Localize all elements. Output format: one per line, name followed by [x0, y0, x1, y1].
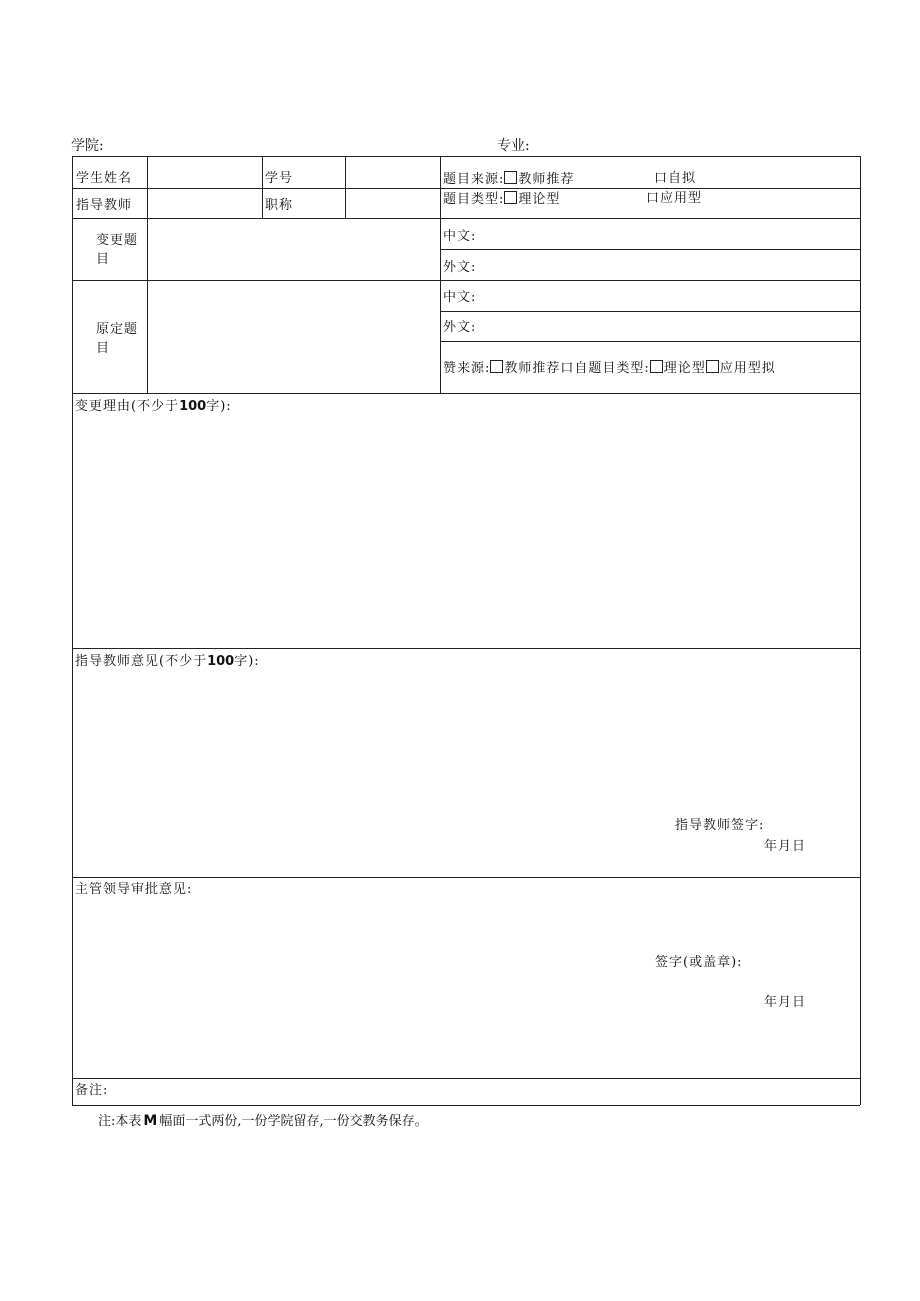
student-id-label: 学号: [265, 171, 294, 186]
original-topic-field[interactable]: [149, 282, 438, 392]
original-applied-checkbox[interactable]: [706, 360, 719, 373]
original-source-type-row: [443, 360, 776, 377]
student-name-label: 学生姓名: [76, 171, 133, 186]
remarks-label: 备注:: [75, 1083, 109, 1098]
change-reason-label-suffix: 字):: [206, 399, 232, 414]
change-reason-min-count: 100: [179, 399, 207, 414]
teacher-recommend-checkbox[interactable]: [504, 171, 517, 184]
self-proposed-option[interactable]: 口自拟: [654, 171, 697, 186]
original-source-label: 赞来源:: [443, 361, 491, 376]
teacher-recommend-option: 教师推荐: [518, 172, 575, 187]
advisor-opinion-field[interactable]: [74, 675, 858, 810]
college-label: 学院:: [71, 138, 104, 154]
changed-topic-field[interactable]: [149, 220, 438, 279]
footnote: [98, 1113, 428, 1130]
advisor-date-label: 年月日: [764, 839, 807, 854]
footnote-format: M: [143, 1113, 158, 1129]
original-theory-checkbox[interactable]: [650, 360, 663, 373]
original-applied-option: 应用型拟: [719, 361, 776, 376]
original-source-options: 教师推荐口自题目类型:: [504, 361, 650, 376]
footnote-text: 幅面一式两份,一份学院留存,一份交教务保存。: [159, 1114, 428, 1129]
applied-type-option[interactable]: 口应用型: [646, 191, 703, 206]
advisor-opinion-label-text: 指导教师意见(不少于: [75, 654, 208, 669]
leader-approval-label: 主管领导审批意见:: [75, 882, 193, 897]
footnote-prefix: 注:本表: [98, 1114, 142, 1129]
original-teacher-checkbox[interactable]: [490, 360, 503, 373]
original-topic-foreign-label: 外文:: [443, 320, 477, 335]
major-label: 专业:: [497, 138, 530, 154]
topic-source-row: [443, 171, 574, 188]
original-topic-chinese-label: 中文:: [443, 290, 477, 305]
change-reason-label-text: 变更理由(不少于: [75, 399, 180, 414]
change-reason-field[interactable]: [74, 420, 858, 646]
changed-topic-label-line2: 目: [96, 252, 111, 267]
original-topic-label-line1: 原定题: [96, 322, 139, 337]
changed-topic-foreign-label: 外文:: [443, 260, 477, 275]
original-topic-label-line2: 目: [96, 341, 111, 356]
topic-type-row: [443, 191, 560, 208]
changed-topic-label-line1: 变更题: [96, 233, 139, 248]
leader-approval-field[interactable]: [74, 903, 858, 948]
leader-date-label: 年月日: [764, 995, 807, 1010]
theory-type-checkbox[interactable]: [504, 191, 517, 204]
student-id-field[interactable]: [347, 158, 438, 187]
advisor-label: 指导教师: [76, 198, 133, 213]
advisor-field[interactable]: [149, 190, 260, 217]
remarks-field[interactable]: [114, 1080, 858, 1103]
theory-type-option: 理论型: [518, 192, 561, 207]
topic-source-label: 题目来源:: [443, 172, 505, 187]
topic-type-label: 题目类型:: [443, 192, 505, 207]
title-rank-label: 职称: [265, 198, 294, 213]
advisor-signature-label: 指导教师签字:: [675, 818, 765, 833]
leader-signature-label: 签字(或盖章):: [655, 955, 743, 970]
change-reason-label: [75, 399, 232, 415]
advisor-opinion-label: [75, 654, 260, 670]
advisor-opinion-min-count: 100: [207, 654, 235, 669]
student-name-field[interactable]: [149, 158, 260, 187]
advisor-opinion-label-suffix: 字):: [234, 654, 260, 669]
original-theory-option: 理论型: [663, 361, 706, 376]
title-rank-field[interactable]: [347, 190, 438, 217]
changed-topic-chinese-label: 中文:: [443, 229, 477, 244]
